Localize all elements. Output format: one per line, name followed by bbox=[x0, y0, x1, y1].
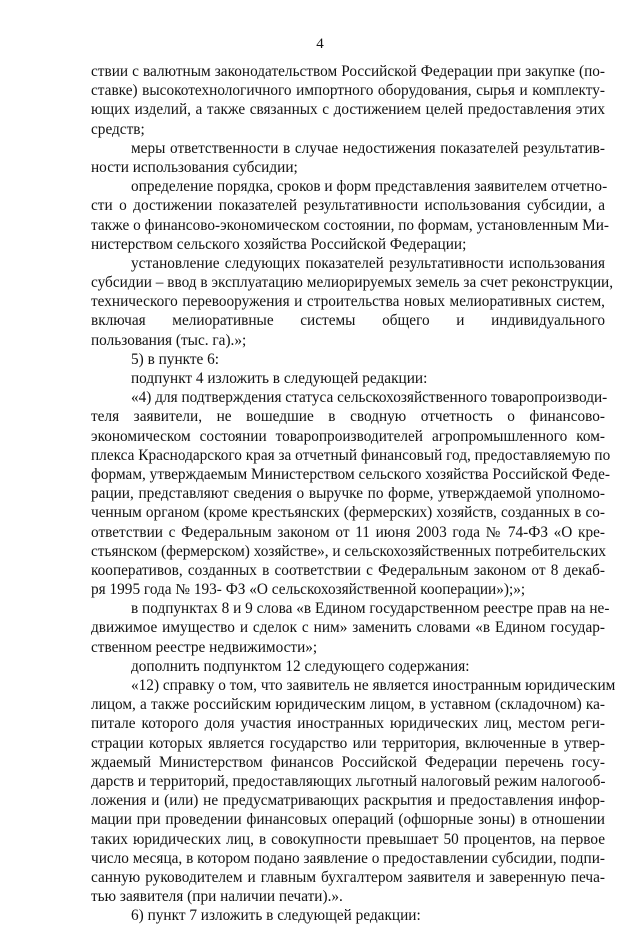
text-line: субсидии – ввод в эксплуатацию мелиорируемых земель за счет реконструкции, bbox=[91, 274, 614, 292]
text-line: ности использования субсидии; bbox=[91, 158, 298, 176]
text-line: ственном реестре недвижимости»; bbox=[91, 638, 318, 656]
text-line: 6) пункт 7 изложить в следующей редакции: bbox=[131, 907, 421, 925]
text-line: дарств и территорий, предоставляющих льготный налоговый режим налогооб- bbox=[91, 772, 606, 790]
text-line: санную руководителем и главным бухгалтером заявителя и заверенную печа- bbox=[91, 868, 605, 886]
text-line: ответствии с Федеральным законом от 11 июня 2003 года № 74-ФЗ «О кре- bbox=[91, 523, 605, 541]
text-line: ствии с валютным законодательством Российской Федерации при закупке (по- bbox=[91, 63, 605, 80]
text-line: установление следующих показателей результативности использования bbox=[131, 254, 605, 272]
text-line: также о финансово-экономическом состоянии, по формам, установленным Ми- bbox=[91, 216, 609, 234]
text-line: мации при проведении финансовых операций (офшорные зоны) в отношении bbox=[91, 811, 605, 829]
text-line: дополнить подпунктом 12 следующего содержания: bbox=[131, 657, 470, 675]
text-line: теля заявители, не вошедшие в сводную отчетность о финансово- bbox=[91, 408, 605, 426]
text-line: движимое имущество и сделок с ним» заменить словами «в Едином государ- bbox=[91, 619, 605, 637]
text-line: формам, утверждаемым Министерством сельского хозяйства Российской Феде- bbox=[91, 465, 610, 483]
text-line: подпункт 4 изложить в следующей редакции: bbox=[131, 370, 428, 387]
text-line: 5) в пункте 6: bbox=[131, 350, 220, 368]
text-line: экономическом состоянии товаропроизводителей агропромышленного ком- bbox=[91, 427, 605, 445]
text-line: стьянском (фермерском) хозяйстве», и сельскохозяйственных потребительских bbox=[91, 542, 607, 560]
text-line: ченным органом (кроме крестьянских (фермерских) хозяйств, созданных в со- bbox=[91, 504, 605, 522]
text-line: «12) справку о том, что заявитель не является иностранным юридическим bbox=[131, 677, 616, 694]
text-line: средств; bbox=[91, 120, 145, 138]
document-body bbox=[91, 62, 616, 925]
text-line: ющих изделий, а также связанных с достижением целей предоставления этих bbox=[91, 101, 605, 119]
text-line: рации, представляют сведения о выручке по форме, утверждаемой уполномо- bbox=[91, 485, 605, 503]
text-line: ждаемый Министерством финансов Российской Федерации перечень госу- bbox=[91, 753, 605, 771]
text-line: ложения и (или) не предусматривающих раскрытия и предоставления инфор- bbox=[91, 792, 605, 810]
text-line: технического перевооружения и строительства новых мелиоративных систем, bbox=[91, 293, 605, 311]
text-line: плекса Краснодарского края за отчетный финансовый год, предоставляемую по bbox=[91, 446, 611, 464]
text-line: сти о достижении показателей результативности использования субсидии, а bbox=[91, 197, 605, 215]
text-line: лицом, а также российским юридическим лицом, в уставном (складочном) ка- bbox=[91, 696, 605, 714]
text-line: «4) для подтверждения статуса сельскохозяйственного товаропроизводи- bbox=[131, 389, 608, 407]
text-line: ря 1995 года № 193- ФЗ «О сельскохозяйственной кооперации»);»; bbox=[91, 581, 526, 599]
text-line: пользования (тыс. га).»; bbox=[91, 331, 247, 349]
text-line: в подпунктах 8 и 9 слова «в Едином государственном реестре прав на не- bbox=[131, 600, 610, 618]
text-line: включая мелиоративные системы общего и индивидуального bbox=[91, 312, 605, 330]
text-line: меры ответственности в случае недостижения показателей результатив- bbox=[131, 139, 605, 157]
text-line: кооперативов, созданных в соответствии с Федеральным законом от 8 декаб- bbox=[91, 561, 605, 579]
text-line: ставке) высокотехнологичного импортного оборудования, сырья и комплекту- bbox=[91, 82, 605, 100]
text-line: нистерством сельского хозяйства Российской Федерации; bbox=[91, 235, 467, 253]
text-line: таких юридических лиц, в совокупности превышает 50 процентов, на первое bbox=[91, 830, 605, 848]
text-line: число месяца, в котором подано заявление о предоставлении субсидии, подпи- bbox=[91, 849, 606, 867]
text-line: тью заявителя (при наличии печати).». bbox=[91, 888, 343, 906]
text-line: питале которого доля участия иностранных юридических лиц, местом реги- bbox=[91, 715, 605, 733]
text-line: страции которых является государство или территория, включенные в утвер- bbox=[91, 734, 605, 752]
text-line: определение порядка, сроков и форм представления заявителем отчетно- bbox=[131, 178, 608, 196]
page-number: 4 bbox=[316, 36, 324, 52]
